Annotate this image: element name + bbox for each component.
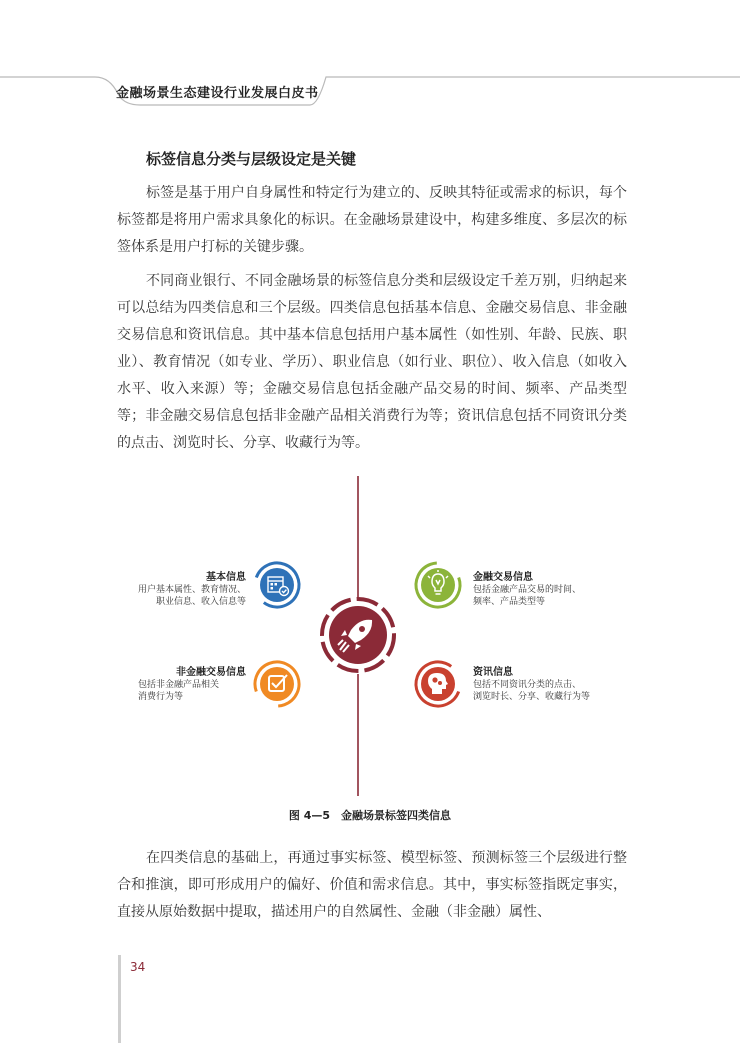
nonfinancial-info-title: 非金融交易信息 (176, 667, 246, 678)
basic-info-title: 基本信息 (206, 572, 246, 583)
news-info-label (473, 666, 643, 703)
nonfinancial-info-desc-1: 包括非金融产品相关 (138, 680, 220, 690)
nonfinancial-info-desc-2: 消费行为等 (138, 692, 184, 702)
nonfinancial-info-label (130, 666, 246, 703)
figure-caption: 图 4—5 金融场景标签四类信息 (288, 809, 452, 822)
tag-info-diagram (0, 470, 740, 800)
basic-info-label (110, 571, 246, 608)
basic-info-desc-1: 用户基本属性、教育情况、 (137, 585, 246, 595)
diagram-graphics (0, 470, 740, 800)
header-band (0, 74, 740, 108)
financial-info-desc-2: 频率、产品类型等 (473, 597, 546, 607)
page-number: 34 (130, 960, 146, 974)
basic-info-desc-2: 职业信息、收入信息等 (155, 597, 246, 607)
news-info-title: 资讯信息 (473, 667, 513, 678)
page-side-rule (118, 955, 121, 1043)
news-info-desc-1: 包括不同资讯分类的点击、 (473, 680, 582, 690)
financial-info-desc-1: 包括金融产品交易的时间、 (473, 585, 582, 595)
paragraph-1: 标签是基于用户自身属性和特定行为建立的、反映其特征或需求的标识，每个标签都是将用户需求具象化的标识。在金融场景建设中，构建多维度、多层次的标签体系是用户打标的关键步骤。 (117, 185, 627, 255)
running-header-title: 金融场景生态建设行业发展白皮书 (116, 86, 319, 101)
section-heading: 标签信息分类与层级设定是关键 (146, 150, 357, 168)
paragraph-2: 不同商业银行、不同金融场景的标签信息分类和层级设定千差万别，归纳起来可以总结为四类信息和三个层级。四类信息包括基本信息、金融交易信息、非金融交易信息和资讯信息。其中基本信息包括用户基本属性（如性别、年龄、民族、职业）、教育情况（如专业、学历）、职业信息（如行业、职位）、收入信息（如收入水平、收入来源）等；金融交易信息包括金融产品交易的时间、频率、产品类型等；非金融交易信息包括非金融产品相关消费行为等；资讯信息包括不同资讯分类的点击、浏览时长、分享、收藏行为等。 (117, 273, 627, 451)
financial-info-label (473, 571, 633, 608)
financial-info-title: 金融交易信息 (473, 572, 533, 583)
news-info-desc-2: 浏览时长、分享、收藏行为等 (473, 692, 591, 702)
paragraph-3: 在四类信息的基础上，再通过事实标签、模型标签、预测标签三个层级进行整合和推演，即可形成用户的偏好、价值和需求信息。其中，事实标签指既定事实，直接从原始数据中提取，描述用户的自然属性、金融（非金融）属性、 (117, 850, 627, 920)
